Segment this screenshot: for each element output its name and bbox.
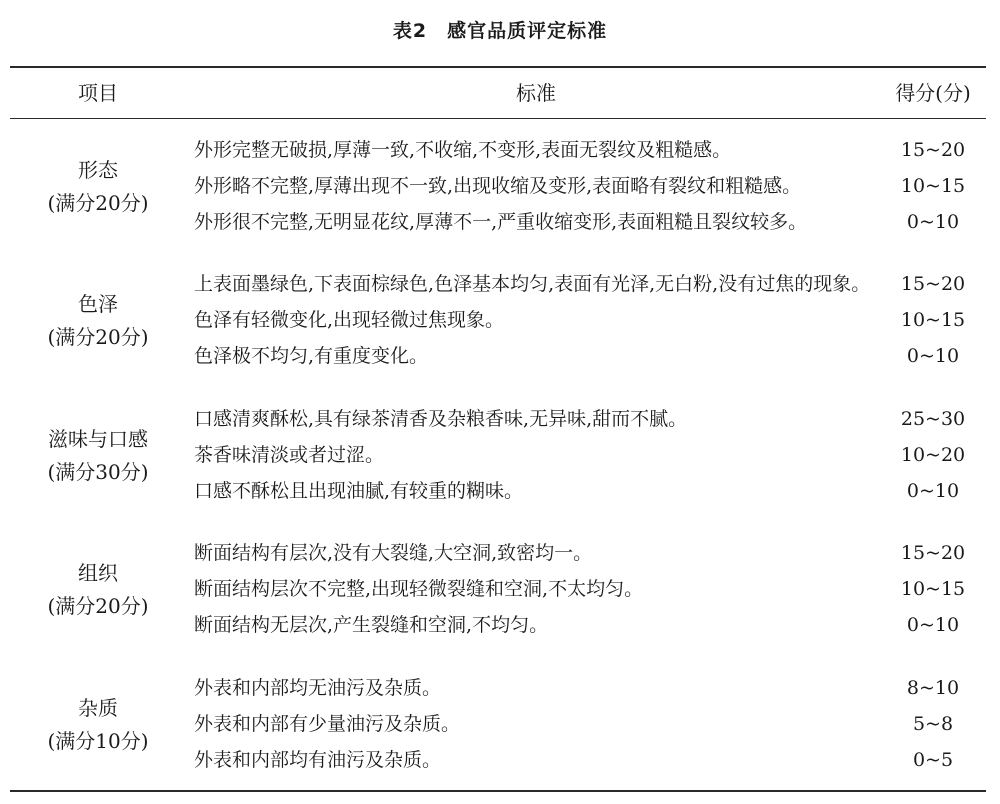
item-name: 杂质 [78,696,118,720]
table-row [10,670,986,706]
item-full-score: (满分20分) [47,191,149,215]
score-range: 10~15 [900,175,966,197]
score-range: 15~20 [900,542,966,564]
header-item: 项目 [78,81,118,105]
item-full-score: (满分10分) [47,729,149,753]
table-row [10,338,986,374]
criteria-group-taste [10,401,986,535]
score-range: 15~20 [900,273,966,295]
item-full-score: (满分20分) [47,594,149,618]
standard-text: 断面结构层次不完整,出现轻微裂缝和空洞,不太均匀。 [194,578,644,600]
table-row [10,168,986,204]
score-range: 10~20 [900,444,966,466]
standard-text: 色泽有轻微变化,出现轻微过焦现象。 [194,309,505,331]
header-score: 得分(分) [895,81,971,105]
table-row [10,132,986,168]
table-row [10,204,986,240]
standard-text: 外表和内部均无油污及杂质。 [194,677,442,699]
item-name: 形态 [78,158,118,182]
item-name: 组织 [78,561,118,585]
table-header [10,68,986,118]
score-range: 0~10 [906,614,960,636]
standard-text: 外表和内部有少量油污及杂质。 [194,713,461,735]
score-range: 8~10 [906,677,960,699]
standard-text: 外形完整无破损,厚薄一致,不收缩,不变形,表面无裂纹及粗糙感。 [194,139,732,161]
standard-text: 茶香味清淡或者过涩。 [194,444,385,466]
header-rule [10,118,986,119]
standard-text: 上表面墨绿色,下表面棕绿色,色泽基本均匀,表面有光泽,无白粉,没有过焦的现象。 [194,273,871,295]
table-title: 表2 感官品质评定标准 [392,20,608,42]
item-name: 滋味与口感 [48,427,148,451]
standard-text: 口感清爽酥松,具有绿茶清香及杂粮香味,无异味,甜而不腻。 [194,408,688,430]
standard-text: 外形略不完整,厚薄出现不一致,出现收缩及变形,表面略有裂纹和粗糙感。 [194,175,802,197]
table-row [10,607,986,643]
score-range: 0~10 [906,345,960,367]
score-range: 5~8 [912,713,954,735]
score-range: 0~10 [906,480,960,502]
score-range: 15~20 [900,139,966,161]
criteria-group-impurity [10,670,986,804]
item-full-score: (满分30分) [47,460,149,484]
item-full-score: (满分20分) [47,325,149,349]
criteria-group-shape [10,132,986,266]
table-row [10,473,986,509]
header-standard: 标准 [516,81,556,105]
standard-text: 外形很不完整,无明显花纹,厚薄不一,严重收缩变形,表面粗糙且裂纹较多。 [194,211,808,233]
criteria-group-texture [10,535,986,669]
table-row [10,302,986,338]
score-range: 25~30 [900,408,966,430]
table-row [10,266,986,302]
table-row [10,571,986,607]
item-name: 色泽 [78,292,118,316]
standard-text: 色泽极不均匀,有重度变化。 [194,345,429,367]
score-range: 10~15 [900,309,966,331]
table-row [10,742,986,778]
bottom-rule [10,790,986,792]
score-range: 0~5 [912,749,954,771]
criteria-group-color [10,266,986,400]
standard-text: 口感不酥松且出现油腻,有较重的糊味。 [194,480,524,502]
table-row [10,706,986,742]
table-row [10,535,986,571]
table-row [10,437,986,473]
standard-text: 外表和内部均有油污及杂质。 [194,749,442,771]
score-range: 10~15 [900,578,966,600]
standard-text: 断面结构有层次,没有大裂缝,大空洞,致密均一。 [194,542,593,564]
score-range: 0~10 [906,211,960,233]
table-row [10,401,986,437]
standard-text: 断面结构无层次,产生裂缝和空洞,不均匀。 [194,614,549,636]
